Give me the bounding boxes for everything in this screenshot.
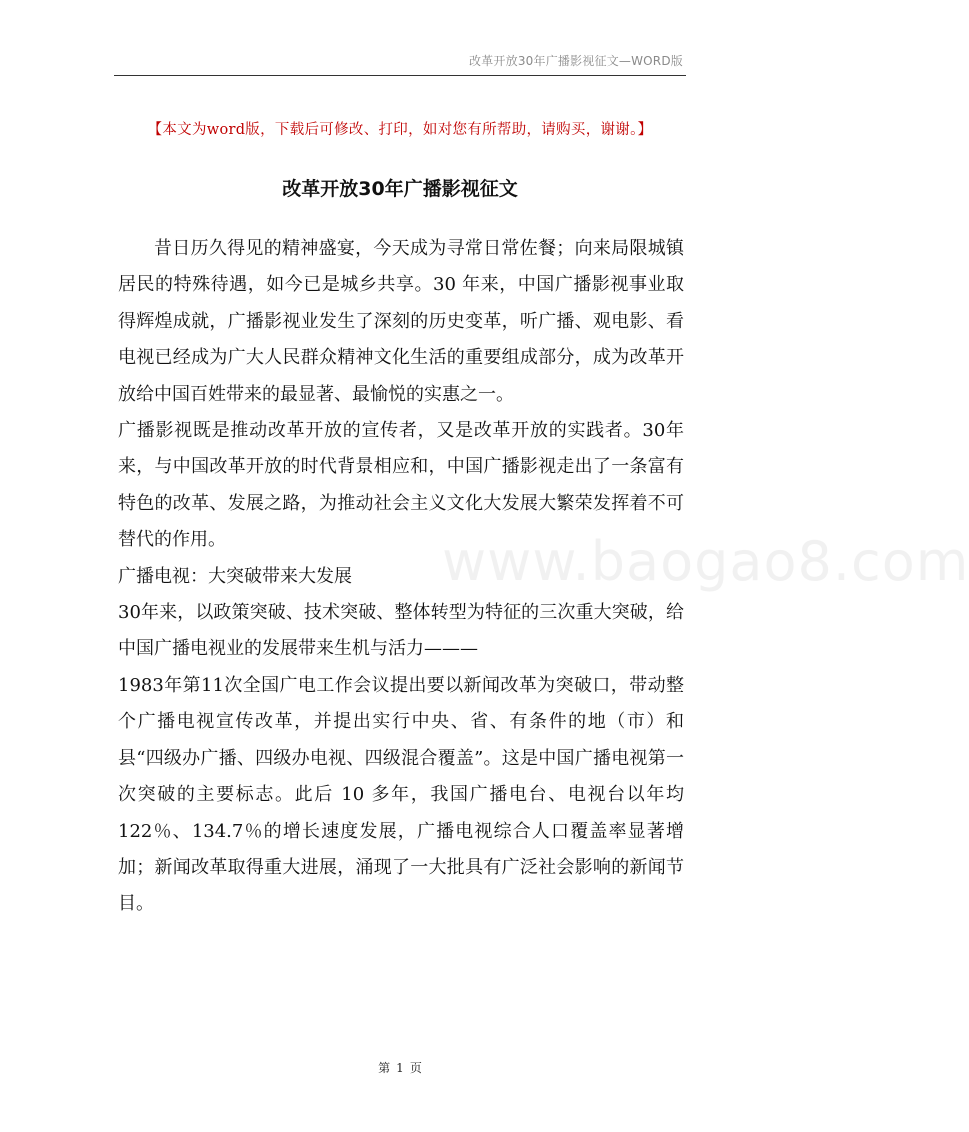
running-header: 改革开放30年广播影视征文—WORD版 [469, 54, 683, 68]
page-suffix: 页 [409, 1061, 422, 1075]
paragraph-1983: 1983年第11次全国广电工作会议提出要以新闻改革为突破口，带动整个广播电视宣传改革，并提出实行中央、省、有条件的地（市）和县“四级办广播、四级办电视、四级混合覆盖”。这是中国广播电视第一次突破的主要标志。此后 10 多年，我国广播电台、电视台以年均 122％、134.7％的增长速度发展，广播电视综合人口覆盖率显著增加；新闻改革取得重大进展，涌现了一大批具有广泛社会影响的新闻节目。 [118, 674, 684, 915]
watermark: www.baogao8.com [442, 530, 969, 593]
paragraph-breakthroughs: 30年来，以政策突破、技术突破、整体转型为特征的三次重大突破，给中国广播电视业的发展带来生机与活力——— [118, 602, 684, 660]
paragraph-role: 广播影视既是推动改革开放的宣传者，又是改革开放的实践者。30年来，与中国改革开放的时代背景相应和，中国广播影视走出了一条富有特色的改革、发展之路，为推动社会主义文化大发展大繁荣发挥着不可替代的作用。 [118, 420, 684, 551]
document-body [118, 231, 684, 923]
section-heading-broadcast: 广播电视：大突破带来大发展 [118, 565, 352, 587]
document-title: 改革开放30年广播影视征文 [282, 178, 518, 200]
header-rule [114, 75, 686, 76]
page-prefix: 第 [378, 1061, 391, 1075]
purchase-notice: 【本文为word版，下载后可修改、打印，如对您有所帮助，请购买，谢谢。】 [147, 122, 653, 138]
paragraph-intro: 昔日历久得见的精神盛宴，今天成为寻常日常佐餐；向来局限城镇居民的特殊待遇，如今已是城乡共享。30 年来，中国广播影视事业取得辉煌成就，广播影视业发生了深刻的历史变革，听广播、观电影、看电视已经成为广大人民群众精神文化生活的重要组成部分，成为改革开放给中国百姓带来的最显著、最愉悦的实惠之一。 [118, 238, 684, 405]
page-number-value: 1 [396, 1061, 404, 1075]
page-number [0, 1059, 800, 1076]
